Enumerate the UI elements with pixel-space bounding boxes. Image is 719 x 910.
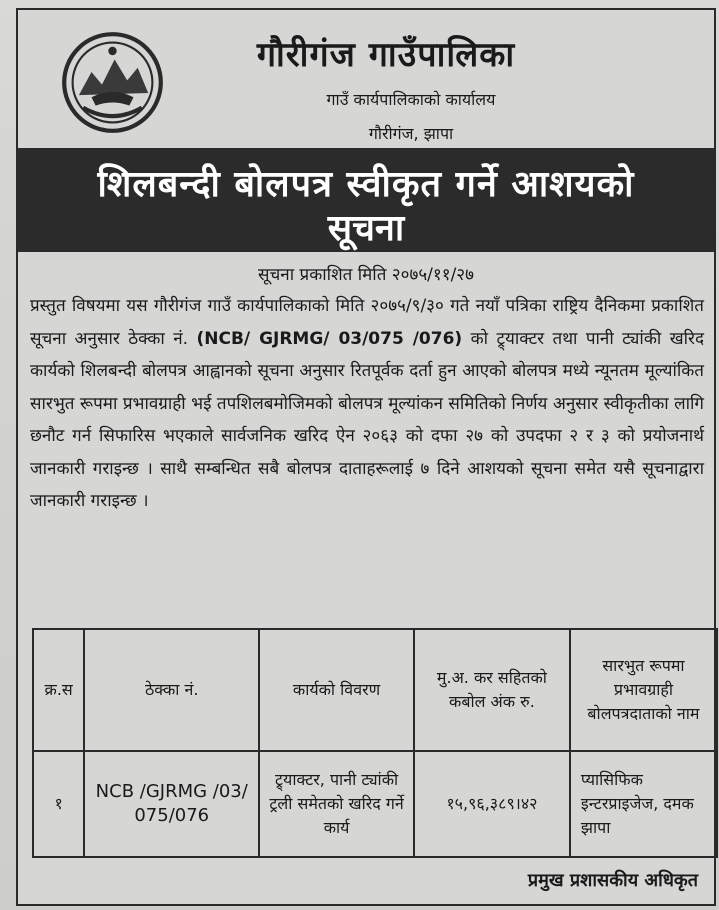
- header-sn: क्र.स: [33, 629, 84, 751]
- cell-amount: १५,९६,३८९।४२: [414, 751, 570, 857]
- body-part1: प्रस्तुत विषयमा यस गौरीगंज गाउँ कार्यपालिकाको मिति २०७५/९/३० गते नयाँ पत्रिका राष्ट्रिय दैनिकमा प्रकाशित सूचना अनुसार ठेक्का नं.: [30, 296, 704, 349]
- header-vendor: सारभुत रूपमा प्रभावग्राही बोलपत्रदाताको नाम: [570, 629, 717, 751]
- notice-body: [30, 290, 704, 518]
- office-subtitle: गाउँ कार्यपालिकाको कार्यालय: [326, 90, 496, 109]
- body-part2: को ट्र्याक्टर तथा पानी ट्यांकी खरिद कार्यको शिलबन्दी बोलपत्र आह्वानको सूचना अनुसार रितपूर्वक दर्ता हुन आएको बोलपत्र मध्ये न्यूनतम मूल्यांकित सारभुत रूपमा प्रभावग्राही भई तपशिलबमोजिमको बोलपत्र मूल्यांकन समितिको निर्णय अनुसार स्वीकृतीका लागि छनौट गर्न सिफारिस भएकाले सार्वजनिक खरिद ऐन २०६३ को दफा २७ को उपदफा २ र ३ को प्रयोजनार्थ जानकारी गराइन्छ । साथै सम्बन्धित सबै बोलपत्र दाताहरूलाई ७ दिने आशयको सूचना समेत यसै सूचनाद्वारा जानकारी गराइन्छ ।: [30, 328, 705, 511]
- publication-date: सूचना प्रकाशित मिति २०७५/११/२७: [258, 265, 474, 285]
- notice-header: [18, 10, 714, 148]
- notice-title-band: [18, 148, 714, 252]
- office-name: गौरीगंज गाउँपालिका: [256, 35, 516, 75]
- cell-description: ट्र्याक्टर, पानी ट्यांकी ट्रली समेतको खरिद गर्ने कार्य: [259, 751, 414, 857]
- table-row: [33, 751, 717, 857]
- office-location: गौरीगंज, झापा: [368, 124, 454, 143]
- cell-vendor: प्यासिफिक इन्टरप्राइजेज, दमक झापा: [570, 751, 717, 857]
- table-header-row: [33, 629, 717, 751]
- body-contract-ref: (NCB/ GJRMG/ 03/075 /076): [196, 328, 463, 349]
- evaluation-table: [32, 628, 718, 858]
- notice-title-line1: शिलबन्दी बोलपत्र स्वीकृत गर्ने आशयको: [97, 164, 635, 205]
- signature-designation: प्रमुख प्रशासकीय अधिकृत: [527, 870, 698, 891]
- cell-contract-no: NCB /GJRMG /03/ 075/076: [84, 751, 259, 857]
- header-description: कार्यको विवरण: [259, 629, 414, 751]
- cell-sn: १: [33, 751, 84, 857]
- header-amount: मु.अ. कर सहितको कबोल अंक रु.: [414, 629, 570, 751]
- header-contract-no: ठेक्का नं.: [84, 629, 259, 751]
- notice-title-line2: सूचना: [327, 208, 405, 249]
- public-notice: [16, 8, 716, 906]
